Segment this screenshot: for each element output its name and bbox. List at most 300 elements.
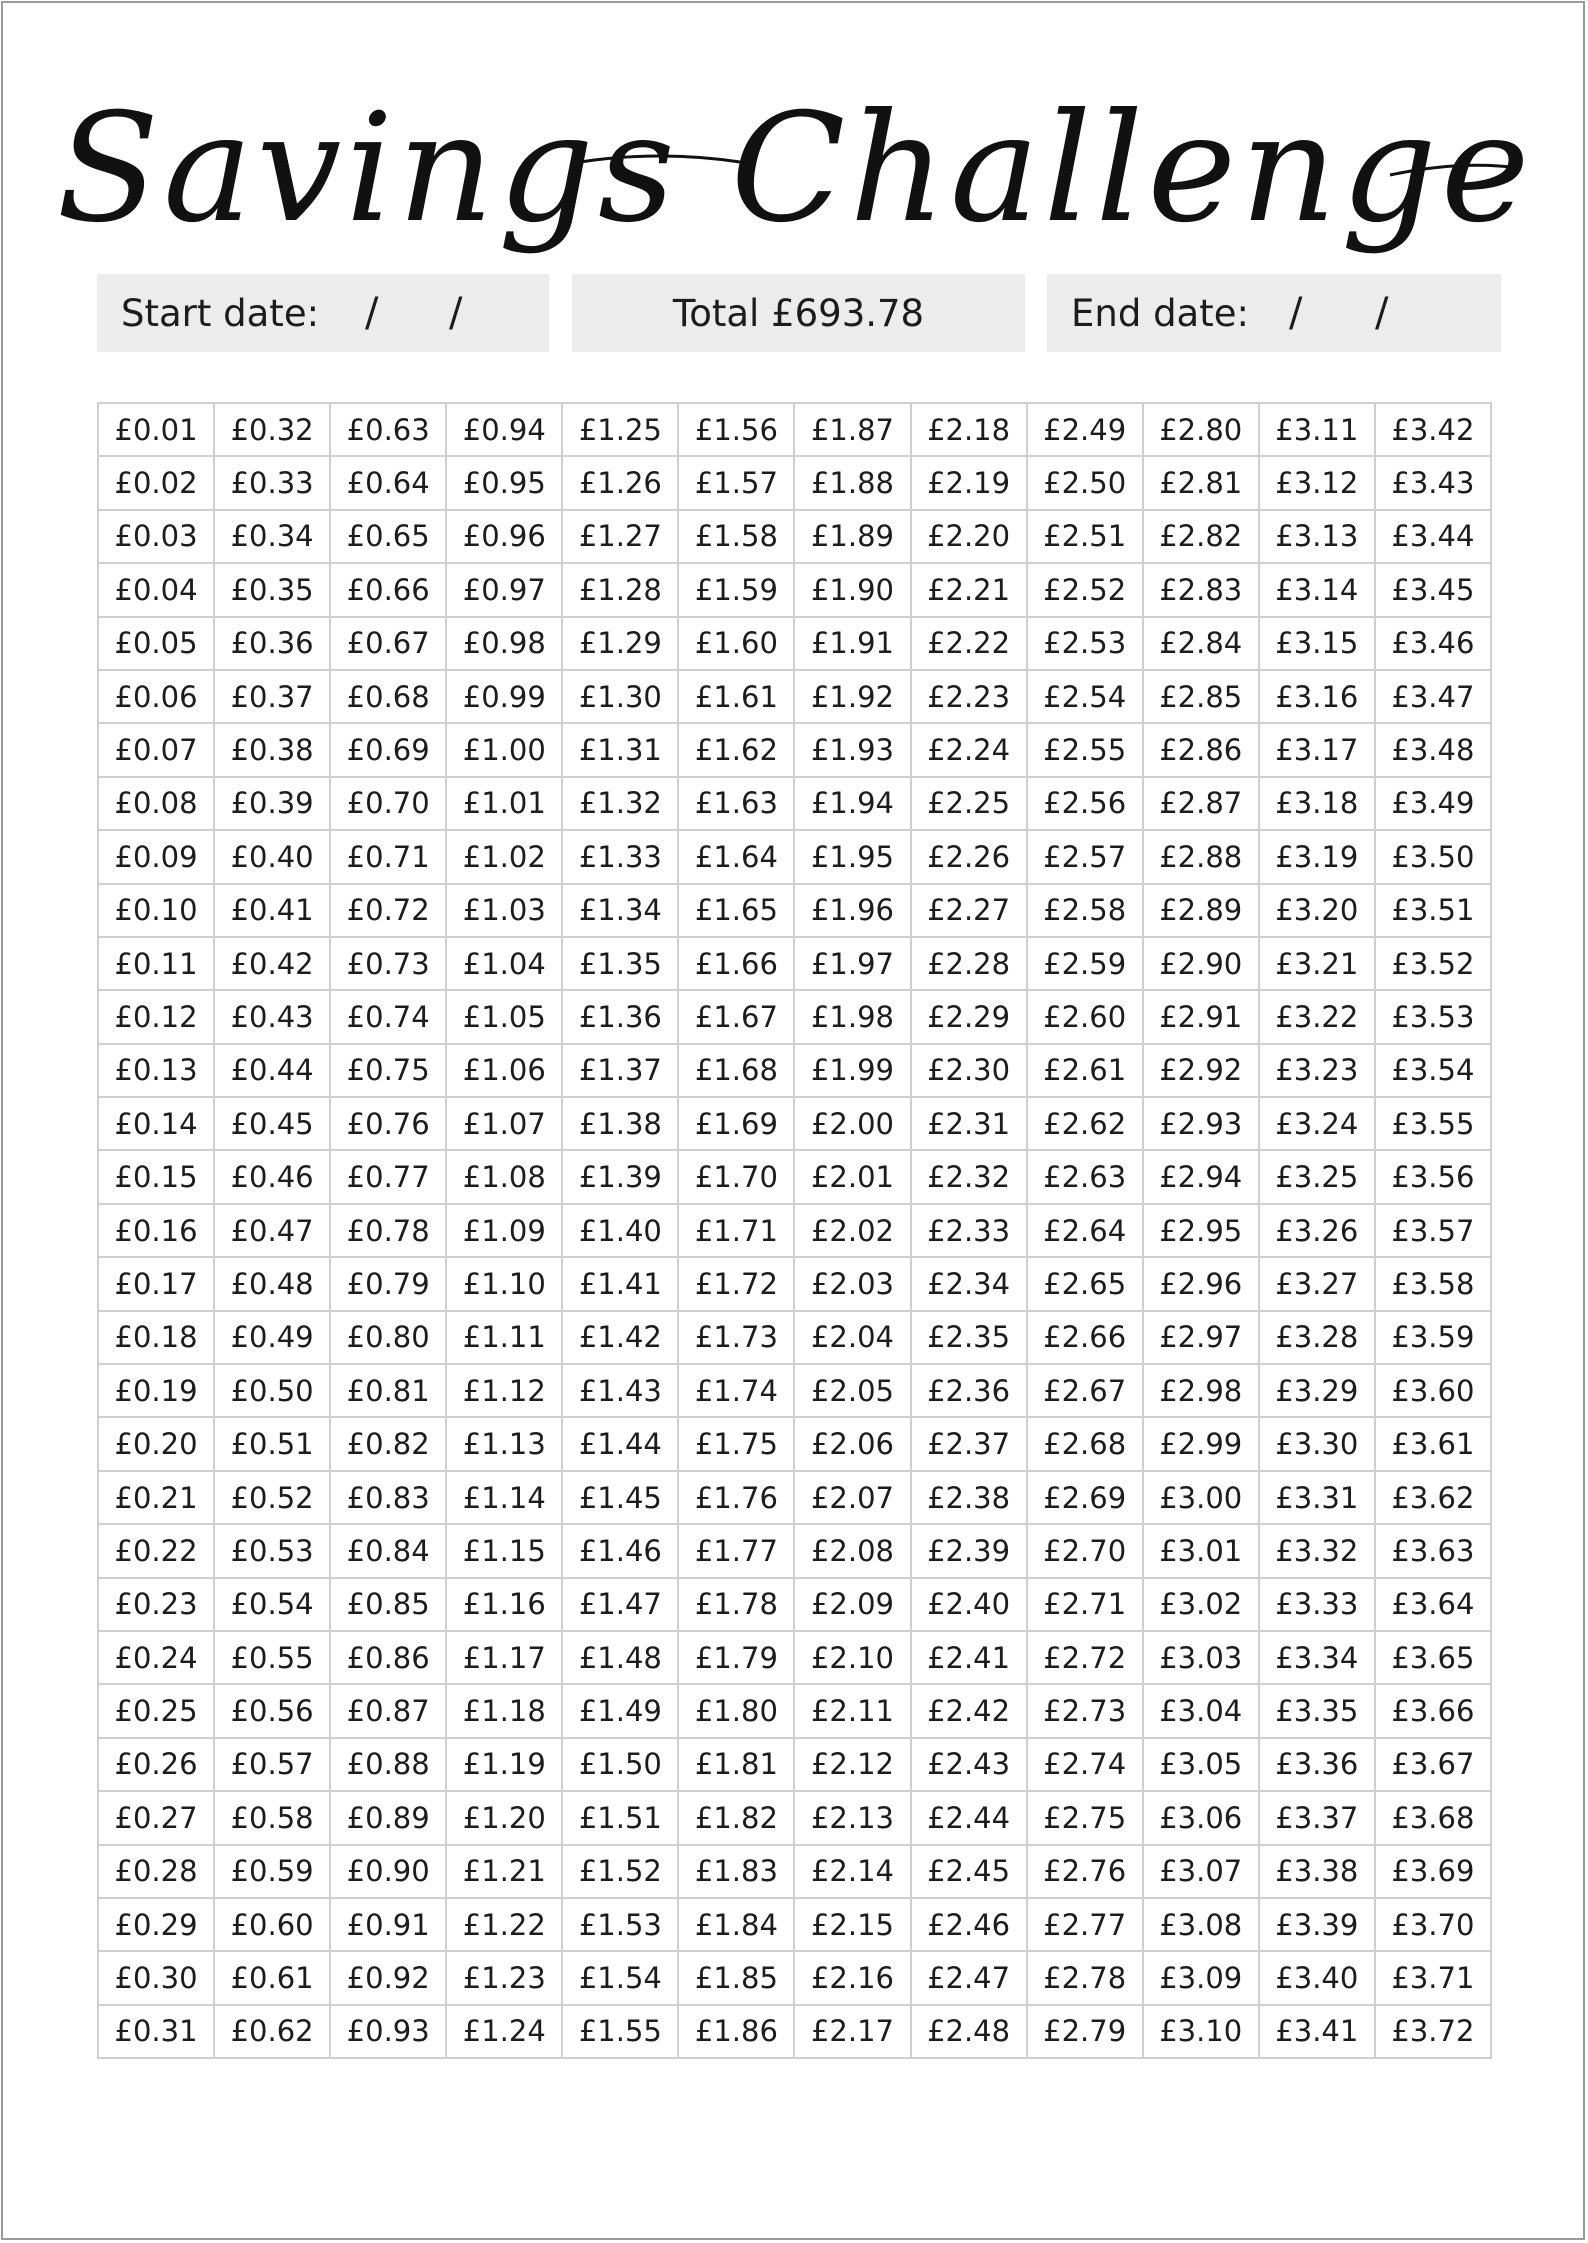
- savings-cell[interactable]: £0.64: [330, 456, 446, 509]
- savings-cell[interactable]: £1.08: [446, 1150, 562, 1203]
- savings-cell[interactable]: £2.66: [1027, 1311, 1143, 1364]
- savings-cell[interactable]: £0.61: [214, 1951, 330, 2004]
- savings-cell[interactable]: £0.63: [330, 403, 446, 456]
- savings-cell[interactable]: £0.08: [98, 777, 214, 830]
- savings-cell[interactable]: £3.25: [1259, 1150, 1375, 1203]
- savings-cell[interactable]: £1.59: [678, 563, 794, 616]
- savings-cell[interactable]: £3.22: [1259, 990, 1375, 1043]
- savings-cell[interactable]: £0.01: [98, 403, 214, 456]
- savings-cell[interactable]: £3.04: [1143, 1684, 1259, 1737]
- savings-cell[interactable]: £3.56: [1375, 1150, 1491, 1203]
- savings-cell[interactable]: £3.14: [1259, 563, 1375, 616]
- savings-cell[interactable]: £3.37: [1259, 1791, 1375, 1844]
- savings-cell[interactable]: £2.14: [794, 1845, 910, 1898]
- savings-cell[interactable]: £3.72: [1375, 2005, 1491, 2058]
- savings-cell[interactable]: £2.39: [911, 1524, 1027, 1577]
- savings-cell[interactable]: £2.13: [794, 1791, 910, 1844]
- savings-cell[interactable]: £1.23: [446, 1951, 562, 2004]
- savings-cell[interactable]: £2.72: [1027, 1631, 1143, 1684]
- savings-cell[interactable]: £1.11: [446, 1311, 562, 1364]
- savings-cell[interactable]: £1.19: [446, 1738, 562, 1791]
- savings-cell[interactable]: £0.57: [214, 1738, 330, 1791]
- savings-cell[interactable]: £2.65: [1027, 1257, 1143, 1310]
- savings-cell[interactable]: £3.51: [1375, 884, 1491, 937]
- savings-cell[interactable]: £1.21: [446, 1845, 562, 1898]
- savings-cell[interactable]: £1.12: [446, 1364, 562, 1417]
- savings-cell[interactable]: £2.18: [911, 403, 1027, 456]
- savings-cell[interactable]: £0.49: [214, 1311, 330, 1364]
- savings-cell[interactable]: £1.15: [446, 1524, 562, 1577]
- savings-cell[interactable]: £0.32: [214, 403, 330, 456]
- savings-cell[interactable]: £1.17: [446, 1631, 562, 1684]
- savings-cell[interactable]: £1.04: [446, 937, 562, 990]
- savings-cell[interactable]: £0.56: [214, 1684, 330, 1737]
- savings-cell[interactable]: £0.13: [98, 1044, 214, 1097]
- savings-cell[interactable]: £3.32: [1259, 1524, 1375, 1577]
- savings-cell[interactable]: £1.89: [794, 510, 910, 563]
- savings-cell[interactable]: £3.01: [1143, 1524, 1259, 1577]
- savings-cell[interactable]: £1.37: [562, 1044, 678, 1097]
- savings-cell[interactable]: £1.96: [794, 884, 910, 937]
- savings-cell[interactable]: £1.61: [678, 670, 794, 723]
- savings-cell[interactable]: £1.85: [678, 1951, 794, 2004]
- savings-cell[interactable]: £0.16: [98, 1204, 214, 1257]
- savings-cell[interactable]: £1.79: [678, 1631, 794, 1684]
- savings-cell[interactable]: £3.48: [1375, 723, 1491, 776]
- savings-cell[interactable]: £2.01: [794, 1150, 910, 1203]
- savings-cell[interactable]: £1.91: [794, 617, 910, 670]
- savings-cell[interactable]: £3.34: [1259, 1631, 1375, 1684]
- savings-cell[interactable]: £1.67: [678, 990, 794, 1043]
- savings-cell[interactable]: £0.41: [214, 884, 330, 937]
- savings-cell[interactable]: £3.33: [1259, 1578, 1375, 1631]
- savings-cell[interactable]: £2.89: [1143, 884, 1259, 937]
- savings-cell[interactable]: £2.78: [1027, 1951, 1143, 2004]
- savings-cell[interactable]: £2.20: [911, 510, 1027, 563]
- start-date-box[interactable]: [97, 274, 549, 352]
- savings-cell[interactable]: £2.28: [911, 937, 1027, 990]
- savings-cell[interactable]: £3.10: [1143, 2005, 1259, 2058]
- savings-cell[interactable]: £1.06: [446, 1044, 562, 1097]
- savings-cell[interactable]: £0.71: [330, 830, 446, 883]
- savings-cell[interactable]: £1.94: [794, 777, 910, 830]
- savings-cell[interactable]: £0.94: [446, 403, 562, 456]
- savings-cell[interactable]: £0.85: [330, 1578, 446, 1631]
- savings-cell[interactable]: £3.55: [1375, 1097, 1491, 1150]
- savings-cell[interactable]: £0.82: [330, 1417, 446, 1470]
- savings-cell[interactable]: £1.77: [678, 1524, 794, 1577]
- savings-cell[interactable]: £3.20: [1259, 884, 1375, 937]
- savings-cell[interactable]: £3.63: [1375, 1524, 1491, 1577]
- savings-cell[interactable]: £1.43: [562, 1364, 678, 1417]
- savings-cell[interactable]: £3.17: [1259, 723, 1375, 776]
- savings-cell[interactable]: £0.40: [214, 830, 330, 883]
- savings-cell[interactable]: £2.79: [1027, 2005, 1143, 2058]
- savings-cell[interactable]: £0.87: [330, 1684, 446, 1737]
- savings-cell[interactable]: £1.05: [446, 990, 562, 1043]
- savings-cell[interactable]: £1.72: [678, 1257, 794, 1310]
- savings-cell[interactable]: £2.57: [1027, 830, 1143, 883]
- savings-cell[interactable]: £1.76: [678, 1471, 794, 1524]
- savings-cell[interactable]: £0.26: [98, 1738, 214, 1791]
- savings-cell[interactable]: £2.60: [1027, 990, 1143, 1043]
- savings-cell[interactable]: £2.16: [794, 1951, 910, 2004]
- savings-cell[interactable]: £2.75: [1027, 1791, 1143, 1844]
- savings-cell[interactable]: £1.68: [678, 1044, 794, 1097]
- savings-cell[interactable]: £3.42: [1375, 403, 1491, 456]
- savings-cell[interactable]: £1.90: [794, 563, 910, 616]
- savings-cell[interactable]: £2.47: [911, 1951, 1027, 2004]
- savings-cell[interactable]: £2.92: [1143, 1044, 1259, 1097]
- savings-cell[interactable]: £2.45: [911, 1845, 1027, 1898]
- savings-cell[interactable]: £3.08: [1143, 1898, 1259, 1951]
- savings-cell[interactable]: £3.06: [1143, 1791, 1259, 1844]
- savings-cell[interactable]: £0.95: [446, 456, 562, 509]
- savings-cell[interactable]: £1.29: [562, 617, 678, 670]
- savings-cell[interactable]: £1.28: [562, 563, 678, 616]
- savings-cell[interactable]: £0.66: [330, 563, 446, 616]
- savings-cell[interactable]: £0.77: [330, 1150, 446, 1203]
- savings-cell[interactable]: £2.29: [911, 990, 1027, 1043]
- savings-cell[interactable]: £1.41: [562, 1257, 678, 1310]
- savings-cell[interactable]: £2.00: [794, 1097, 910, 1150]
- savings-cell[interactable]: £1.57: [678, 456, 794, 509]
- savings-cell[interactable]: £3.46: [1375, 617, 1491, 670]
- savings-cell[interactable]: £0.62: [214, 2005, 330, 2058]
- savings-cell[interactable]: £1.97: [794, 937, 910, 990]
- savings-cell[interactable]: £1.47: [562, 1578, 678, 1631]
- savings-cell[interactable]: £2.90: [1143, 937, 1259, 990]
- savings-cell[interactable]: £1.24: [446, 2005, 562, 2058]
- savings-cell[interactable]: £0.79: [330, 1257, 446, 1310]
- savings-cell[interactable]: £2.17: [794, 2005, 910, 2058]
- savings-cell[interactable]: £0.22: [98, 1524, 214, 1577]
- savings-cell[interactable]: £2.26: [911, 830, 1027, 883]
- savings-cell[interactable]: £1.31: [562, 723, 678, 776]
- savings-cell[interactable]: £2.19: [911, 456, 1027, 509]
- savings-cell[interactable]: £2.10: [794, 1631, 910, 1684]
- savings-cell[interactable]: £0.84: [330, 1524, 446, 1577]
- savings-cell[interactable]: £2.74: [1027, 1738, 1143, 1791]
- savings-cell[interactable]: £3.18: [1259, 777, 1375, 830]
- savings-cell[interactable]: £2.37: [911, 1417, 1027, 1470]
- savings-cell[interactable]: £0.11: [98, 937, 214, 990]
- savings-cell[interactable]: £2.76: [1027, 1845, 1143, 1898]
- savings-cell[interactable]: £3.26: [1259, 1204, 1375, 1257]
- savings-cell[interactable]: £3.71: [1375, 1951, 1491, 2004]
- savings-cell[interactable]: £0.90: [330, 1845, 446, 1898]
- savings-cell[interactable]: £0.54: [214, 1578, 330, 1631]
- savings-cell[interactable]: £2.81: [1143, 456, 1259, 509]
- savings-cell[interactable]: £2.95: [1143, 1204, 1259, 1257]
- savings-cell[interactable]: £0.14: [98, 1097, 214, 1150]
- savings-cell[interactable]: £1.33: [562, 830, 678, 883]
- savings-cell[interactable]: £3.58: [1375, 1257, 1491, 1310]
- savings-cell[interactable]: £1.26: [562, 456, 678, 509]
- savings-cell[interactable]: £3.47: [1375, 670, 1491, 723]
- savings-cell[interactable]: £0.02: [98, 456, 214, 509]
- savings-cell[interactable]: £3.15: [1259, 617, 1375, 670]
- savings-cell[interactable]: £3.66: [1375, 1684, 1491, 1737]
- savings-cell[interactable]: £2.91: [1143, 990, 1259, 1043]
- savings-cell[interactable]: £0.36: [214, 617, 330, 670]
- savings-cell[interactable]: £1.20: [446, 1791, 562, 1844]
- savings-cell[interactable]: £2.63: [1027, 1150, 1143, 1203]
- savings-cell[interactable]: £0.48: [214, 1257, 330, 1310]
- savings-cell[interactable]: £0.23: [98, 1578, 214, 1631]
- savings-cell[interactable]: £3.61: [1375, 1417, 1491, 1470]
- savings-cell[interactable]: £0.03: [98, 510, 214, 563]
- savings-cell[interactable]: £2.23: [911, 670, 1027, 723]
- savings-cell[interactable]: £3.07: [1143, 1845, 1259, 1898]
- savings-cell[interactable]: £2.96: [1143, 1257, 1259, 1310]
- savings-cell[interactable]: £0.91: [330, 1898, 446, 1951]
- savings-cell[interactable]: £2.73: [1027, 1684, 1143, 1737]
- savings-cell[interactable]: £1.66: [678, 937, 794, 990]
- savings-cell[interactable]: £1.18: [446, 1684, 562, 1737]
- savings-cell[interactable]: £2.44: [911, 1791, 1027, 1844]
- savings-cell[interactable]: £3.50: [1375, 830, 1491, 883]
- savings-cell[interactable]: £1.80: [678, 1684, 794, 1737]
- savings-cell[interactable]: £0.59: [214, 1845, 330, 1898]
- savings-cell[interactable]: £3.59: [1375, 1311, 1491, 1364]
- savings-cell[interactable]: £1.27: [562, 510, 678, 563]
- savings-cell[interactable]: £1.09: [446, 1204, 562, 1257]
- savings-cell[interactable]: £1.95: [794, 830, 910, 883]
- savings-cell[interactable]: £0.05: [98, 617, 214, 670]
- savings-cell[interactable]: £1.16: [446, 1578, 562, 1631]
- savings-cell[interactable]: £3.70: [1375, 1898, 1491, 1951]
- savings-cell[interactable]: £3.62: [1375, 1471, 1491, 1524]
- savings-cell[interactable]: £3.28: [1259, 1311, 1375, 1364]
- savings-cell[interactable]: £0.15: [98, 1150, 214, 1203]
- savings-cell[interactable]: £0.47: [214, 1204, 330, 1257]
- savings-cell[interactable]: £2.77: [1027, 1898, 1143, 1951]
- savings-cell[interactable]: £2.86: [1143, 723, 1259, 776]
- savings-cell[interactable]: £2.84: [1143, 617, 1259, 670]
- savings-cell[interactable]: £0.67: [330, 617, 446, 670]
- savings-cell[interactable]: £0.72: [330, 884, 446, 937]
- savings-cell[interactable]: £2.97: [1143, 1311, 1259, 1364]
- savings-cell[interactable]: £1.44: [562, 1417, 678, 1470]
- savings-cell[interactable]: £1.35: [562, 937, 678, 990]
- savings-cell[interactable]: £3.16: [1259, 670, 1375, 723]
- savings-cell[interactable]: £0.65: [330, 510, 446, 563]
- savings-cell[interactable]: £1.03: [446, 884, 562, 937]
- savings-cell[interactable]: £2.21: [911, 563, 1027, 616]
- savings-cell[interactable]: £2.80: [1143, 403, 1259, 456]
- savings-cell[interactable]: £1.22: [446, 1898, 562, 1951]
- savings-cell[interactable]: £3.36: [1259, 1738, 1375, 1791]
- savings-cell[interactable]: £2.24: [911, 723, 1027, 776]
- savings-cell[interactable]: £3.11: [1259, 403, 1375, 456]
- savings-cell[interactable]: £1.36: [562, 990, 678, 1043]
- savings-cell[interactable]: £2.04: [794, 1311, 910, 1364]
- savings-cell[interactable]: £2.50: [1027, 456, 1143, 509]
- savings-cell[interactable]: £2.83: [1143, 563, 1259, 616]
- savings-cell[interactable]: £1.40: [562, 1204, 678, 1257]
- savings-cell[interactable]: £3.29: [1259, 1364, 1375, 1417]
- savings-cell[interactable]: £0.27: [98, 1791, 214, 1844]
- savings-cell[interactable]: £3.65: [1375, 1631, 1491, 1684]
- savings-cell[interactable]: £0.69: [330, 723, 446, 776]
- savings-cell[interactable]: £1.75: [678, 1417, 794, 1470]
- savings-cell[interactable]: £3.19: [1259, 830, 1375, 883]
- savings-cell[interactable]: £3.49: [1375, 777, 1491, 830]
- savings-cell[interactable]: £0.30: [98, 1951, 214, 2004]
- savings-cell[interactable]: £1.64: [678, 830, 794, 883]
- savings-cell[interactable]: £2.03: [794, 1257, 910, 1310]
- savings-cell[interactable]: £0.88: [330, 1738, 446, 1791]
- savings-cell[interactable]: £2.68: [1027, 1417, 1143, 1470]
- savings-cell[interactable]: £3.24: [1259, 1097, 1375, 1150]
- savings-cell[interactable]: £1.99: [794, 1044, 910, 1097]
- savings-cell[interactable]: £0.44: [214, 1044, 330, 1097]
- savings-cell[interactable]: £0.97: [446, 563, 562, 616]
- savings-cell[interactable]: £2.69: [1027, 1471, 1143, 1524]
- savings-cell[interactable]: £2.43: [911, 1738, 1027, 1791]
- savings-cell[interactable]: £2.88: [1143, 830, 1259, 883]
- savings-cell[interactable]: £3.00: [1143, 1471, 1259, 1524]
- savings-cell[interactable]: £1.56: [678, 403, 794, 456]
- savings-cell[interactable]: £0.18: [98, 1311, 214, 1364]
- savings-cell[interactable]: £0.42: [214, 937, 330, 990]
- savings-cell[interactable]: £2.82: [1143, 510, 1259, 563]
- savings-cell[interactable]: £0.60: [214, 1898, 330, 1951]
- savings-cell[interactable]: £1.62: [678, 723, 794, 776]
- savings-cell[interactable]: £2.11: [794, 1684, 910, 1737]
- savings-cell[interactable]: £3.60: [1375, 1364, 1491, 1417]
- savings-cell[interactable]: £3.44: [1375, 510, 1491, 563]
- savings-cell[interactable]: £0.73: [330, 937, 446, 990]
- savings-cell[interactable]: £2.42: [911, 1684, 1027, 1737]
- savings-cell[interactable]: £0.09: [98, 830, 214, 883]
- savings-cell[interactable]: £2.70: [1027, 1524, 1143, 1577]
- savings-cell[interactable]: £2.51: [1027, 510, 1143, 563]
- savings-cell[interactable]: £3.41: [1259, 2005, 1375, 2058]
- savings-cell[interactable]: £0.38: [214, 723, 330, 776]
- savings-cell[interactable]: £2.93: [1143, 1097, 1259, 1150]
- savings-cell[interactable]: £1.13: [446, 1417, 562, 1470]
- savings-cell[interactable]: £0.86: [330, 1631, 446, 1684]
- savings-cell[interactable]: £0.45: [214, 1097, 330, 1150]
- savings-cell[interactable]: £3.45: [1375, 563, 1491, 616]
- savings-cell[interactable]: £1.32: [562, 777, 678, 830]
- savings-cell[interactable]: £0.20: [98, 1417, 214, 1470]
- savings-cell[interactable]: £2.06: [794, 1417, 910, 1470]
- savings-cell[interactable]: £0.53: [214, 1524, 330, 1577]
- savings-cell[interactable]: £1.69: [678, 1097, 794, 1150]
- savings-cell[interactable]: £2.09: [794, 1578, 910, 1631]
- savings-cell[interactable]: £2.98: [1143, 1364, 1259, 1417]
- savings-cell[interactable]: £1.73: [678, 1311, 794, 1364]
- savings-cell[interactable]: £3.57: [1375, 1204, 1491, 1257]
- savings-cell[interactable]: £2.30: [911, 1044, 1027, 1097]
- savings-cell[interactable]: £1.25: [562, 403, 678, 456]
- savings-cell[interactable]: £3.13: [1259, 510, 1375, 563]
- savings-cell[interactable]: £0.99: [446, 670, 562, 723]
- savings-cell[interactable]: £1.55: [562, 2005, 678, 2058]
- savings-cell[interactable]: £0.55: [214, 1631, 330, 1684]
- savings-cell[interactable]: £1.88: [794, 456, 910, 509]
- savings-cell[interactable]: £0.70: [330, 777, 446, 830]
- savings-cell[interactable]: £0.68: [330, 670, 446, 723]
- savings-cell[interactable]: £3.64: [1375, 1578, 1491, 1631]
- savings-cell[interactable]: £2.94: [1143, 1150, 1259, 1203]
- savings-cell[interactable]: £2.38: [911, 1471, 1027, 1524]
- savings-cell[interactable]: £1.02: [446, 830, 562, 883]
- savings-cell[interactable]: £1.87: [794, 403, 910, 456]
- savings-cell[interactable]: £0.10: [98, 884, 214, 937]
- savings-cell[interactable]: £1.84: [678, 1898, 794, 1951]
- savings-cell[interactable]: £2.48: [911, 2005, 1027, 2058]
- savings-cell[interactable]: £2.67: [1027, 1364, 1143, 1417]
- savings-cell[interactable]: £3.05: [1143, 1738, 1259, 1791]
- savings-cell[interactable]: £1.82: [678, 1791, 794, 1844]
- savings-cell[interactable]: £0.78: [330, 1204, 446, 1257]
- savings-cell[interactable]: £0.35: [214, 563, 330, 616]
- savings-cell[interactable]: £0.96: [446, 510, 562, 563]
- savings-cell[interactable]: £2.25: [911, 777, 1027, 830]
- savings-cell[interactable]: £1.65: [678, 884, 794, 937]
- savings-cell[interactable]: £2.61: [1027, 1044, 1143, 1097]
- savings-cell[interactable]: £1.53: [562, 1898, 678, 1951]
- savings-cell[interactable]: £2.62: [1027, 1097, 1143, 1150]
- savings-cell[interactable]: £2.49: [1027, 403, 1143, 456]
- savings-cell[interactable]: £1.38: [562, 1097, 678, 1150]
- savings-cell[interactable]: £1.46: [562, 1524, 678, 1577]
- savings-cell[interactable]: £1.92: [794, 670, 910, 723]
- savings-cell[interactable]: £1.39: [562, 1150, 678, 1203]
- savings-cell[interactable]: £0.12: [98, 990, 214, 1043]
- savings-cell[interactable]: £2.36: [911, 1364, 1027, 1417]
- savings-cell[interactable]: £1.52: [562, 1845, 678, 1898]
- savings-cell[interactable]: £2.64: [1027, 1204, 1143, 1257]
- savings-cell[interactable]: £0.50: [214, 1364, 330, 1417]
- savings-cell[interactable]: £2.87: [1143, 777, 1259, 830]
- savings-cell[interactable]: £1.00: [446, 723, 562, 776]
- end-date-box[interactable]: [1047, 274, 1501, 352]
- savings-cell[interactable]: £2.22: [911, 617, 1027, 670]
- savings-cell[interactable]: £3.40: [1259, 1951, 1375, 2004]
- savings-cell[interactable]: £3.53: [1375, 990, 1491, 1043]
- savings-cell[interactable]: £2.71: [1027, 1578, 1143, 1631]
- savings-cell[interactable]: £0.93: [330, 2005, 446, 2058]
- savings-cell[interactable]: £1.54: [562, 1951, 678, 2004]
- savings-cell[interactable]: £3.68: [1375, 1791, 1491, 1844]
- savings-cell[interactable]: £2.99: [1143, 1417, 1259, 1470]
- savings-cell[interactable]: £2.08: [794, 1524, 910, 1577]
- savings-cell[interactable]: £1.14: [446, 1471, 562, 1524]
- savings-cell[interactable]: £3.12: [1259, 456, 1375, 509]
- savings-cell[interactable]: £0.39: [214, 777, 330, 830]
- savings-cell[interactable]: £0.19: [98, 1364, 214, 1417]
- savings-cell[interactable]: £1.98: [794, 990, 910, 1043]
- savings-cell[interactable]: £2.58: [1027, 884, 1143, 937]
- savings-cell[interactable]: £3.31: [1259, 1471, 1375, 1524]
- savings-cell[interactable]: £2.53: [1027, 617, 1143, 670]
- savings-cell[interactable]: £0.51: [214, 1417, 330, 1470]
- savings-cell[interactable]: £3.35: [1259, 1684, 1375, 1737]
- savings-cell[interactable]: £2.40: [911, 1578, 1027, 1631]
- savings-cell[interactable]: £1.78: [678, 1578, 794, 1631]
- savings-cell[interactable]: £1.71: [678, 1204, 794, 1257]
- savings-cell[interactable]: £2.07: [794, 1471, 910, 1524]
- savings-cell[interactable]: £0.83: [330, 1471, 446, 1524]
- savings-cell[interactable]: £3.38: [1259, 1845, 1375, 1898]
- savings-cell[interactable]: £0.34: [214, 510, 330, 563]
- savings-cell[interactable]: £1.74: [678, 1364, 794, 1417]
